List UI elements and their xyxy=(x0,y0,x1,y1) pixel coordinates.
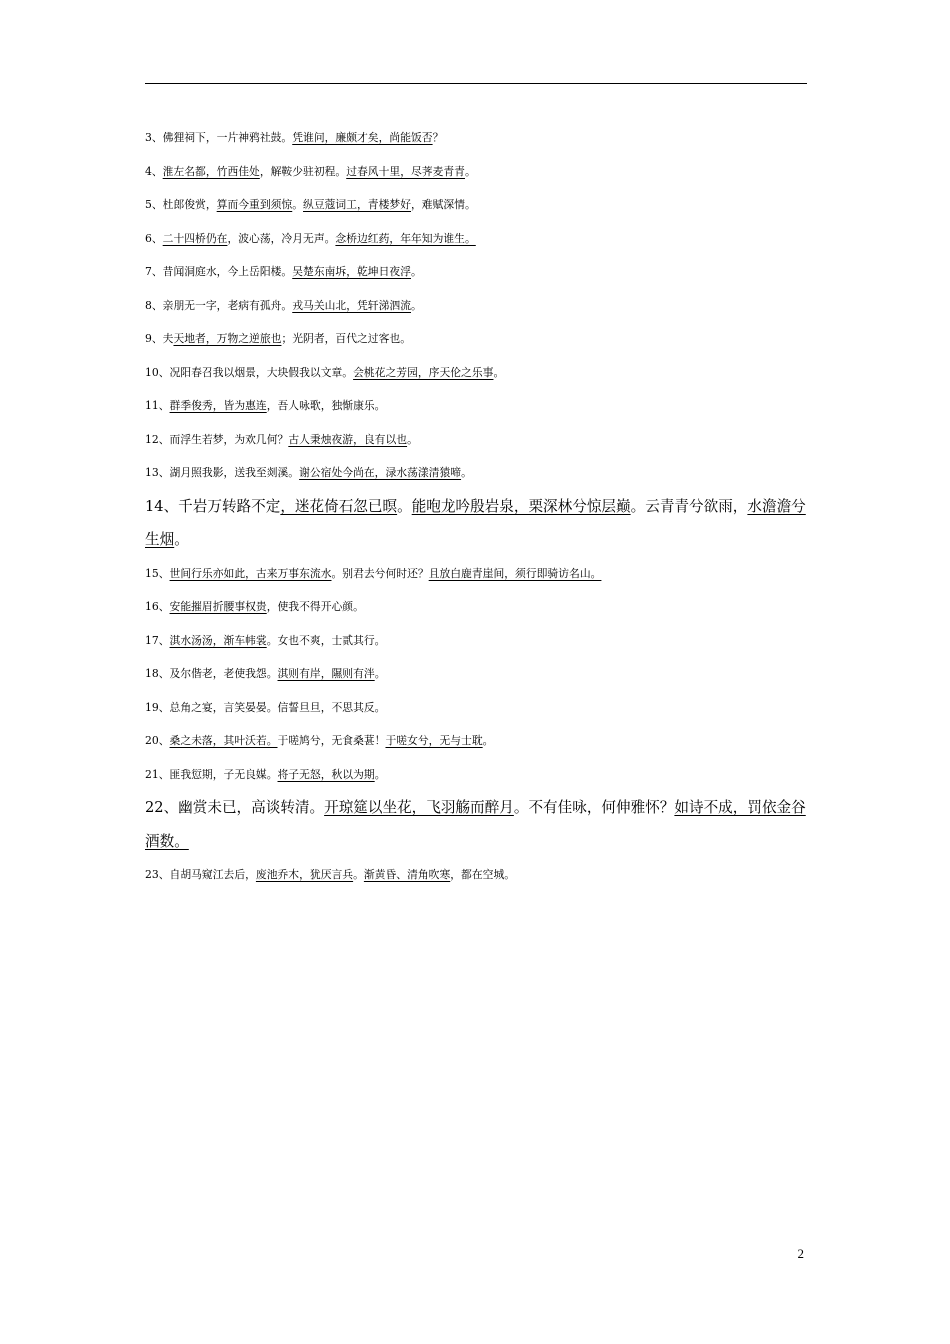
underlined-answer: 过春风十里，尽荠麦青青 xyxy=(346,164,465,178)
underlined-answer: 且放白鹿青崖间，须行即骑访名山。 xyxy=(428,566,602,580)
poem-text: 7、昔闻洞庭水，今上岳阳楼。 xyxy=(145,265,293,278)
poem-line xyxy=(145,423,815,457)
poem-text: 。 xyxy=(374,767,386,781)
poem-text: 。云青青兮欲雨， xyxy=(630,497,748,515)
poem-text: 16、 xyxy=(145,600,170,613)
poem-line xyxy=(145,456,815,490)
poem-text: 4、 xyxy=(145,164,163,178)
poem-text: 。 xyxy=(374,667,386,680)
poem-text: 5、杜郎俊赏， xyxy=(145,198,217,211)
poem-text: 19、总角之宴，言笑晏晏。信誓旦旦，不思其反。 xyxy=(145,700,386,714)
poem-text: ，吾人咏歌，独惭康乐。 xyxy=(266,399,386,412)
poem-line xyxy=(145,590,815,624)
poem-line xyxy=(145,356,815,390)
poem-text: 10、况阳春召我以烟景，大块假我以文章。 xyxy=(145,365,354,379)
poem-text: 。 xyxy=(407,432,418,446)
poem-text: 。 xyxy=(482,734,494,747)
poem-text: 18、及尔偕老，老使我怨。 xyxy=(145,667,278,680)
poem-text: 于嗟鸠兮，无食桑葚！ xyxy=(277,734,386,747)
poem-text: ；光阴者，百代之过客也。 xyxy=(281,332,411,345)
header-rule xyxy=(145,83,807,84)
underlined-answer: 天地者，万物之逆旅也 xyxy=(173,332,282,345)
underlined-answer: 算而今重到须惊 xyxy=(216,198,293,211)
poem-text: 3、佛狸祠下，一片神鸦社鼓。 xyxy=(145,131,293,144)
underlined-answer: 凭谁问，廉颇才矣，尚能饭否 xyxy=(292,131,433,144)
poem-line xyxy=(145,758,815,792)
poem-text: 9、夫 xyxy=(145,332,174,345)
poem-text: 21、匪我愆期，子无良媒。 xyxy=(145,767,278,781)
underlined-answer: 二十四桥仍在 xyxy=(162,231,228,245)
poem-text: 。 xyxy=(464,164,476,178)
poem-text: 。女也不爽，士贰其行。 xyxy=(266,633,386,647)
underlined-answer: 戎马关山北，凭轩涕泗流 xyxy=(292,298,411,312)
underlined-answer: 吴楚东南坼，乾坤日夜浮 xyxy=(292,265,411,278)
poem-line xyxy=(145,322,815,356)
underlined-answer: 会桃花之芳园，序天伦之乐事 xyxy=(353,365,494,379)
underlined-answer: 淇水汤汤，渐车帏裳 xyxy=(169,633,267,647)
poem-line xyxy=(145,557,815,591)
underlined-answer: 桑之未落，其叶沃若。 xyxy=(169,734,278,747)
underlined-answer: 于嗟女兮，无与士耽 xyxy=(385,734,483,747)
poem-text: 14、千岩万转路不定 xyxy=(145,497,281,515)
poem-lines xyxy=(145,121,815,892)
poem-text: ，解鞍少驻初程。 xyxy=(259,164,347,178)
underlined-answer: 水澹澹兮生烟 xyxy=(145,497,806,548)
poem-text: 。 xyxy=(353,868,364,881)
poem-text: 。 xyxy=(411,265,422,278)
underlined-answer: 废池乔木，犹厌言兵 xyxy=(255,868,354,881)
poem-line xyxy=(145,624,815,658)
underlined-answer: 谢公宿处今尚在，渌水荡漾清猿啼 xyxy=(299,466,462,479)
page-number: 2 xyxy=(797,1246,804,1261)
poem-text: ，使我不得开心颜。 xyxy=(266,600,364,613)
poem-line xyxy=(145,155,815,189)
underlined-answer: 念桥边红药，年年知为谁生。 xyxy=(335,231,476,245)
underlined-answer: 古人秉烛夜游，良有以也 xyxy=(288,432,408,446)
poem-line xyxy=(145,657,815,691)
poem-line xyxy=(145,222,815,256)
underlined-answer: 群季俊秀，皆为惠连 xyxy=(169,399,267,412)
poem-text: 17、 xyxy=(145,633,170,647)
poem-line xyxy=(145,389,815,423)
underlined-answer: 渐黄昏、清角吹寒 xyxy=(363,868,451,881)
poem-text: 。别君去兮何时还？ xyxy=(331,566,429,580)
poem-text: 。 xyxy=(174,531,189,548)
underlined-answer: 纵豆蔻词工，青楼梦好 xyxy=(303,198,411,211)
poem-line xyxy=(145,858,815,892)
poem-text: 。 xyxy=(461,466,472,479)
poem-text: 13、湖月照我影，送我至剡溪。 xyxy=(145,466,300,479)
poem-text: 22、幽赏未已，高谈转清。 xyxy=(145,799,325,816)
poem-text: 8、亲朋无一字，老病有孤舟。 xyxy=(145,298,293,312)
poem-text: ，波心荡，冷月无声。 xyxy=(227,231,336,245)
poem-text: 15、 xyxy=(145,566,170,580)
poem-text: 。不有佳咏，何伸雅怀？ xyxy=(513,799,675,816)
poem-text: 6、 xyxy=(145,231,163,245)
underlined-answer: 将子无怒，秋以为期 xyxy=(277,767,375,781)
underlined-answer: 世间行乐亦如此，古来万事东流水 xyxy=(169,566,332,580)
underlined-answer: 开琼筵以坐花，飞羽觞而醉月 xyxy=(324,799,514,816)
underlined-answer: 淮左名都，竹西佳处 xyxy=(162,164,260,178)
poem-line xyxy=(145,691,815,725)
poem-text: 11、 xyxy=(145,399,170,412)
poem-text: 。 xyxy=(397,497,412,515)
poem-line xyxy=(145,289,815,323)
poem-line xyxy=(145,188,815,222)
poem-text: 23、自胡马窥江去后， xyxy=(145,868,256,881)
underlined-answer: 能咆龙吟殷岩泉，栗深林兮惊层巅 xyxy=(411,497,631,515)
poem-line xyxy=(145,490,815,557)
underlined-answer: 安能摧眉折腰事权贵 xyxy=(169,600,267,613)
poem-line xyxy=(145,255,815,289)
poem-line xyxy=(145,121,815,155)
poem-text: 。 xyxy=(493,365,505,379)
poem-text: 20、 xyxy=(145,734,170,747)
underlined-answer: 如诗不成，罚依金谷酒数。 xyxy=(145,799,806,850)
poem-text: 。 xyxy=(292,198,304,211)
poem-text: 12、而浮生若梦，为欢几何？ xyxy=(145,432,289,446)
underlined-answer: 淇则有岸，隰则有泮 xyxy=(277,667,375,680)
poem-text: ，难赋深情。 xyxy=(411,198,476,211)
poem-text: ？ xyxy=(432,131,444,144)
poem-text: ，都在空城。 xyxy=(450,868,516,881)
poem-line xyxy=(145,791,815,858)
poem-line xyxy=(145,724,815,758)
underlined-answer: ，迷花倚石忽已暝 xyxy=(280,497,398,515)
poem-text: 。 xyxy=(411,298,422,312)
